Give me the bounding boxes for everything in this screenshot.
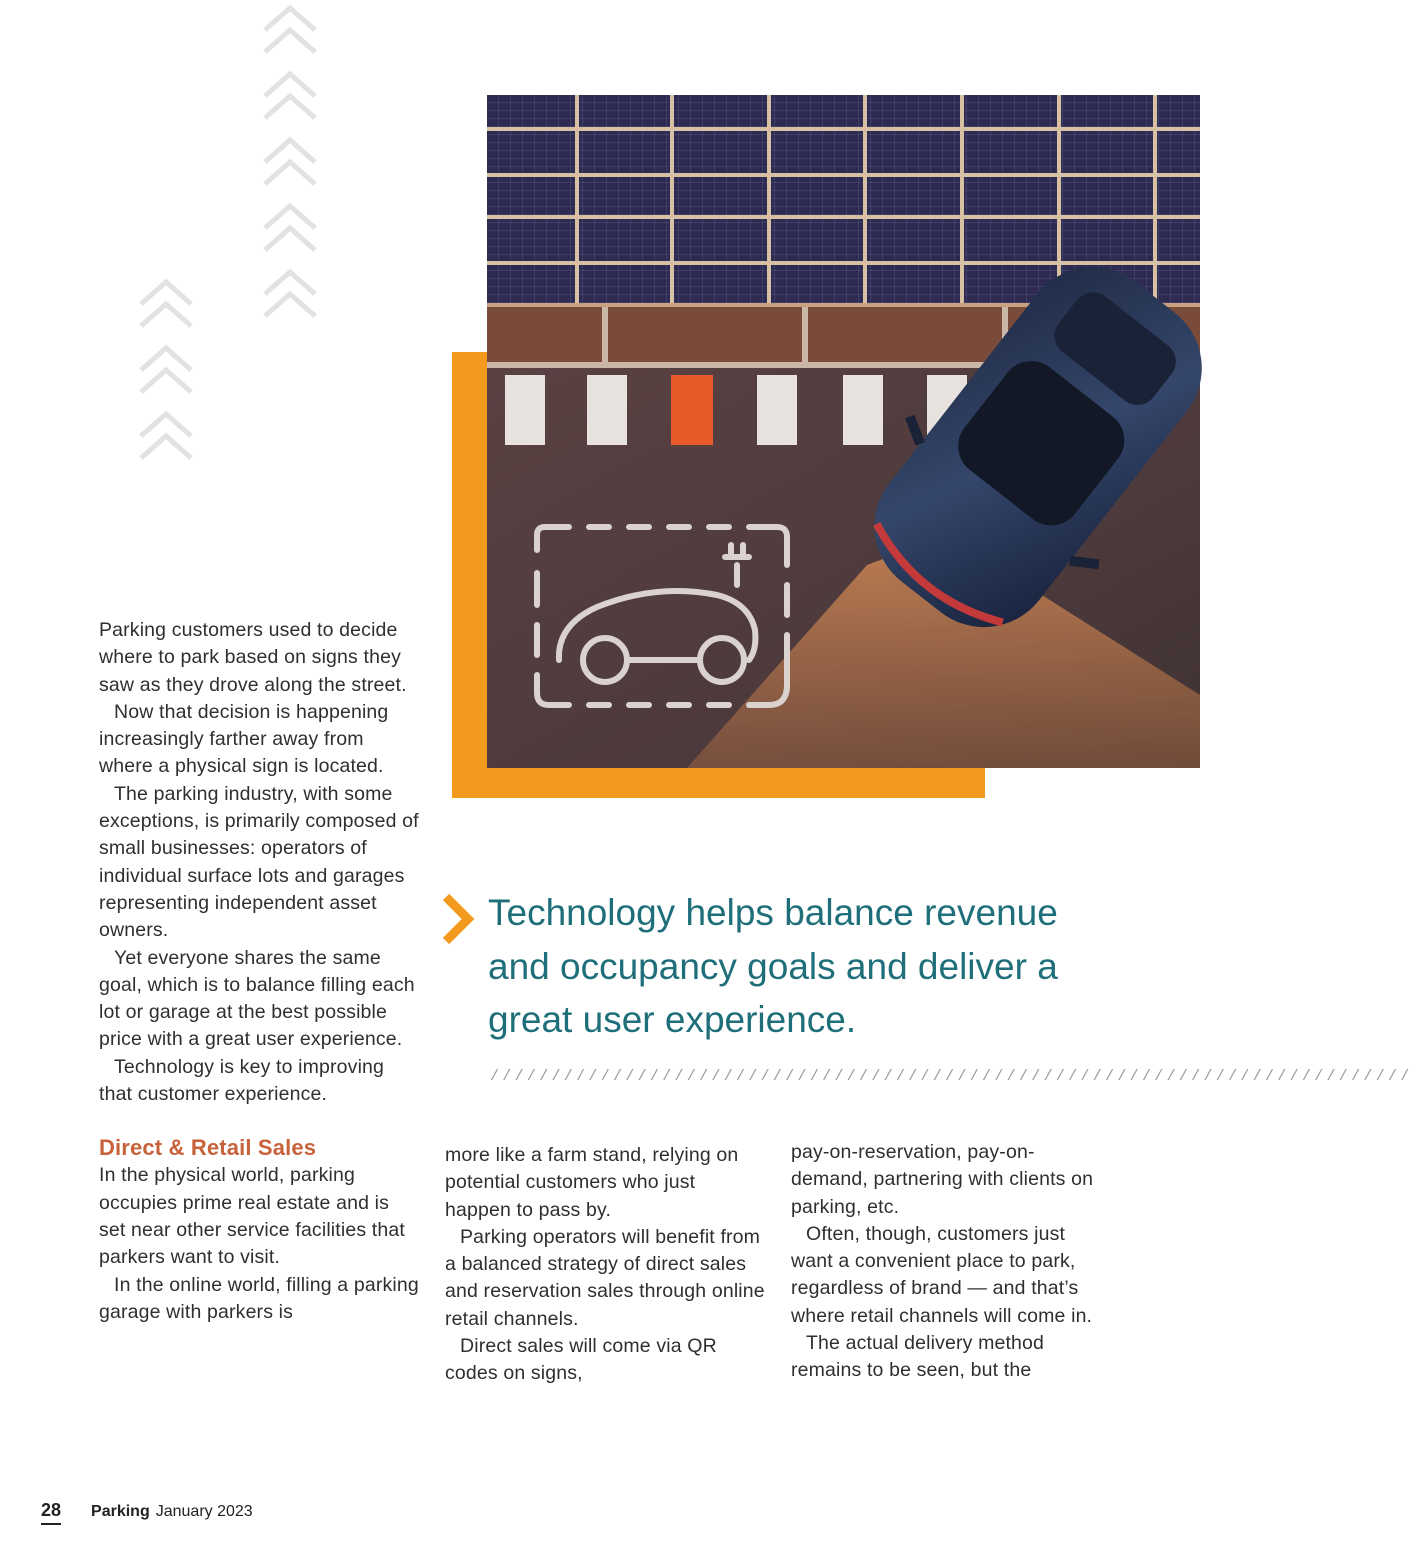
paragraph: Parking customers used to decide where to park based on signs they saw as they drove along the street.: [99, 619, 407, 696]
paragraph: Direct sales will come via QR codes on signs,: [445, 1335, 717, 1385]
paragraph: The parking industry, with some exceptions, is primarily composed of small businesses: operators of individual surface lots and garages representing independent asset owners.: [99, 782, 419, 942]
chevron-up-icon: [262, 134, 318, 192]
chevron-up-icon: [262, 2, 318, 60]
chevron-up-icon: [138, 408, 194, 466]
chevron-up-icon: [262, 68, 318, 126]
magazine-name: Parking: [91, 1503, 150, 1520]
article-column-2: [445, 1142, 765, 1388]
chevron-column-left: [138, 276, 194, 474]
paragraph: Parking operators will benefit from a balanced strategy of direct sales and reservation sales through online retail channels.: [445, 1225, 765, 1330]
chevron-up-icon: [262, 200, 318, 258]
chevron-up-icon: [262, 266, 318, 324]
page-footer: [41, 1500, 253, 1525]
paragraph: Often, though, customers just want a convenient place to park, regardless of brand — and that’s where retail channels will come in.: [791, 1222, 1093, 1327]
paragraph: more like a farm stand, relying on potential customers who just happen to pass by.: [445, 1144, 739, 1221]
ev-parking-photo: [487, 95, 1200, 768]
paragraph: pay-on-reservation, pay-on-demand, partnering with clients on parking, etc.: [791, 1141, 1094, 1218]
paragraph: The actual delivery method remains to be seen, but the: [791, 1332, 1045, 1382]
ev-parking-illustration: [487, 95, 1200, 768]
chevron-column-right: [262, 2, 318, 332]
chevron-up-icon: [138, 342, 194, 400]
hatch-divider: ///////////////////////////////////////////////////////////////////////////: [490, 1068, 1413, 1085]
article-column-1: [99, 617, 419, 1326]
paragraph: Technology is key to improving that customer experience.: [99, 1055, 385, 1106]
chevron-right-icon: [440, 893, 476, 945]
paragraph: Yet everyone shares the same goal, which is to balance filling each lot or garage at the best possible price with a great user experience.: [99, 946, 415, 1051]
issue-date: January 2023: [155, 1503, 253, 1520]
paragraph: In the online world, filling a parking garage with parkers is: [99, 1273, 419, 1323]
pull-quote: Technology helps balance revenue and occupancy goals and deliver a great user experience.: [488, 892, 1058, 1040]
paragraph: Now that decision is happening increasingly farther away from where a physical sign is located.: [99, 700, 389, 778]
paragraph: In the physical world, parking occupies prime real estate and is set near other service facilities that parkers want to visit.: [99, 1164, 405, 1269]
section-subhead: Direct & Retail Sales: [99, 1135, 317, 1161]
article-column-3: [791, 1139, 1111, 1385]
page-number: 28: [41, 1500, 61, 1525]
chevron-up-icon: [138, 276, 194, 334]
